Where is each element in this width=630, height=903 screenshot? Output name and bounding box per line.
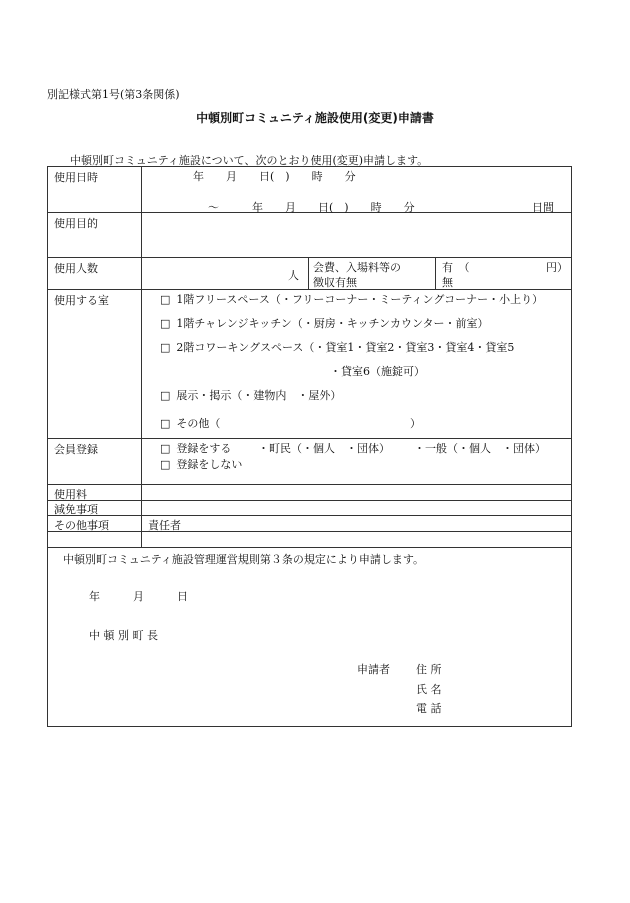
usage-datetime-label: 使用日時 (54, 171, 98, 184)
form-number: 別記様式第1号(第3条関係) (47, 88, 180, 101)
rooms-label: 使用する室 (54, 294, 109, 307)
exemption-label: 減免事項 (54, 503, 98, 516)
checkbox-icon[interactable]: □ (160, 417, 171, 430)
responsible-person-label: 責任者 (148, 519, 181, 532)
document-title: 中頓別町コミュニティ施設使用(変更)申請書 (196, 111, 434, 125)
row-line (48, 289, 571, 290)
room-option-coworking-continuation: ・貸室6（施錠可） (330, 365, 425, 378)
fee-label: 使用料 (54, 488, 87, 501)
purpose-field[interactable] (148, 215, 558, 253)
fee-yen-unit: 円） (546, 261, 568, 274)
label-column-divider (141, 167, 142, 547)
intro-text: 中頓別町コミュニティ施設について、次のとおり使用(変更)申請します。 (70, 154, 429, 167)
fee-yesno-divider (435, 257, 436, 289)
room-option-challenge-kitchen[interactable]: □ 1階チャレンジキッチン（・厨房・キッチンカウンター・前室） (160, 317, 489, 330)
purpose-label: 使用目的 (54, 217, 98, 230)
fee-collection-label-line2: 徴収有無 (313, 276, 357, 289)
other-items-label: その他事項 (54, 519, 109, 532)
membership-label: 会員登録 (54, 443, 98, 456)
fee-collection-label-line1: 会費、入場料等の (313, 261, 401, 274)
membership-not-register-option[interactable]: □ 登録をしない (160, 458, 243, 471)
row-line (48, 531, 571, 532)
application-date[interactable]: 年 月 日 (89, 590, 188, 603)
declaration-text: 中頓別町コミュニティ施設管理運営規則第３条の規定により申請します。 (63, 553, 425, 566)
applicant-address-label: 住 所 (416, 663, 442, 676)
fee-yes-option[interactable]: 有 （ (442, 261, 470, 274)
people-count-label: 使用人数 (54, 262, 98, 275)
checkbox-icon[interactable]: □ (160, 317, 171, 330)
row-line (48, 257, 571, 258)
usage-days-unit: 日間 (532, 201, 554, 214)
checkbox-icon[interactable]: □ (160, 389, 171, 402)
row-line (48, 500, 571, 501)
room-option-other[interactable]: □ その他（ (160, 417, 221, 430)
applicant-name-label: 氏 名 (416, 683, 442, 696)
row-line (48, 515, 571, 516)
room-option-free-space[interactable]: □ 1階フリースペース（・フリーコーナー・ミーティングコーナー・小上り） (160, 293, 544, 306)
addressee: 中 頓 別 町 長 (89, 629, 158, 642)
fee-no-option[interactable]: 無 (442, 276, 453, 289)
membership-register-option[interactable]: □ 登録をする (160, 442, 232, 455)
row-line (48, 484, 571, 485)
row-line (48, 438, 571, 439)
membership-general[interactable]: ・一般（・個人 ・団体） (414, 442, 546, 455)
checkbox-icon[interactable]: □ (160, 442, 171, 455)
room-option-other-close: ） (410, 417, 421, 430)
application-form-table (47, 166, 572, 727)
checkbox-icon[interactable]: □ (160, 293, 171, 306)
room-option-coworking[interactable]: □ 2階コワーキングスペース（・貸室1・貸室2・貸室3・貸室4・貸室5 (160, 341, 515, 354)
row-line (48, 547, 571, 548)
people-count-unit: 人 (288, 269, 299, 282)
checkbox-icon[interactable]: □ (160, 458, 171, 471)
membership-town-resident[interactable]: ・町民（・個人 ・団体） (258, 442, 390, 455)
checkbox-icon[interactable]: □ (160, 341, 171, 354)
usage-end-datetime[interactable]: ～ 年 月 日( ) 時 分 (208, 201, 415, 214)
applicant-label: 申請者 (357, 663, 390, 676)
room-option-display[interactable]: □ 展示・掲示（・建物内 ・屋外） (160, 389, 342, 402)
usage-start-datetime[interactable]: 年 月 日( ) 時 分 (193, 170, 356, 183)
people-fee-divider (308, 257, 309, 289)
applicant-phone-label: 電 話 (416, 702, 442, 715)
